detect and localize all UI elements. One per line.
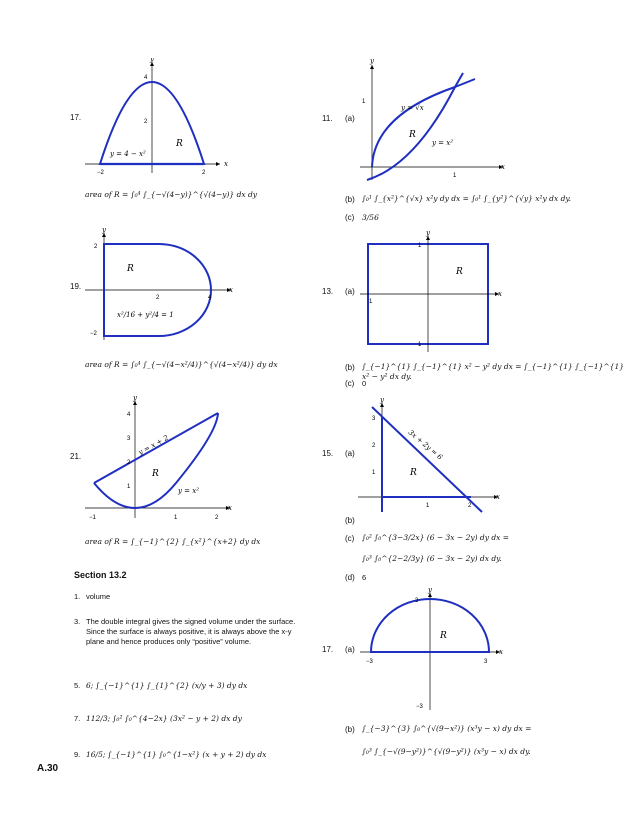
axis-y-label: y	[428, 588, 432, 594]
tick: 1	[372, 470, 376, 476]
axis-y-label: y	[380, 397, 384, 404]
problem-number: 17.	[322, 645, 334, 654]
part-label: (b)	[345, 195, 355, 204]
problem-number: 21.	[70, 452, 82, 461]
tick: 3	[372, 416, 376, 422]
part-label: (c)	[345, 534, 355, 543]
problem-number: 11.	[322, 114, 333, 123]
tick: 1	[453, 173, 457, 179]
axis-x-label: x	[224, 160, 228, 168]
tick: 2	[156, 295, 160, 301]
axis-y-label: y	[370, 57, 374, 65]
region-label: R	[440, 631, 447, 641]
curve-sqrt-x	[372, 79, 475, 167]
answer-text: ∫₀¹ ∫_{x²}^{√x} x²y dy dx = ∫₀¹ ∫_{y²}^{√y} x²y dx dy.	[362, 194, 572, 203]
part-label: (a)	[345, 645, 355, 654]
region-label: R	[152, 469, 159, 479]
tick: 1	[369, 299, 373, 305]
line-label: 3x + 2y = 6	[406, 428, 444, 462]
axis-y-label: y	[426, 230, 430, 237]
answer-number: 7.	[74, 714, 81, 723]
answer-text: The double integral gives the signed volume under the surface. Since the surface is always positive, it is always above the x-y plane and hence produces only “positive” volume.	[86, 617, 296, 646]
tick: 2	[127, 460, 131, 466]
parabola-y-x2	[94, 413, 218, 508]
answer-text: ∫₀³ ∫₀^{2−2/3y} (6 − 3x − 2y) dx dy.	[362, 554, 502, 563]
part-label: (a)	[345, 287, 355, 296]
tick: 1	[362, 99, 366, 105]
problem-number: 17.	[70, 113, 82, 122]
part-label: (c)	[345, 379, 355, 388]
answer-text: 0	[362, 379, 367, 388]
part-label: (a)	[345, 449, 355, 458]
tick: 2	[468, 503, 472, 509]
tick: 3	[127, 436, 131, 442]
section-title: Section 13.2	[74, 570, 127, 580]
tick: 4	[127, 412, 131, 418]
graph-21	[80, 393, 240, 523]
answer-text: 6; ∫_{−1}^{1} ∫_{1}^{2} (x/y + 3) dy dx	[86, 681, 248, 690]
part-label: (d)	[345, 573, 355, 582]
tick: 4	[144, 75, 148, 81]
answer-text: 16/5; ∫_{−1}^{1} ∫₀^{1−x²} (x + y + 2) dy dx	[86, 750, 267, 759]
tick: 3	[484, 659, 488, 665]
part-label: (a)	[345, 114, 355, 123]
answer-text: ∫_{−1}^{1} ∫_{−1}^{1} x² − y² dy dx = ∫_{−1}^{1} ∫_{−1}^{1} x² − y² dx dy.	[362, 362, 624, 381]
answer-text: volume	[86, 592, 111, 601]
tick: 2	[94, 244, 98, 250]
tick: −1	[89, 515, 96, 521]
problem-number: 19.	[70, 282, 82, 291]
graph-17b	[360, 588, 508, 713]
axis-x-label: x	[496, 493, 500, 501]
curve-label: x²/16 + y²/4 = 1	[117, 311, 174, 319]
region-label: R	[456, 267, 463, 277]
answer-number: 3.	[74, 617, 81, 626]
graph-19	[85, 225, 240, 350]
answer-text: ∫₀³ ∫_{−√(9−y²)}^{√(9−y²)} (x³y − x) dx dy.	[362, 747, 531, 756]
region-label: R	[127, 264, 134, 274]
axis-x-label: x	[229, 286, 233, 294]
tick: 2	[215, 515, 219, 521]
tick: 1	[174, 515, 178, 521]
part-label: (b)	[345, 725, 355, 734]
region-label: R	[176, 139, 183, 149]
answer-number: 9.	[74, 750, 81, 759]
area-formula: area of R = ∫_{−1}^{2} ∫_{x²}^{x+2} dy dx	[85, 537, 261, 546]
tick: −3	[366, 659, 373, 665]
line-label: y = x + 2	[137, 433, 170, 457]
tick: 2	[372, 443, 376, 449]
tick: −2	[90, 331, 97, 337]
axis-x-label: x	[499, 648, 503, 656]
problem-number: 13.	[322, 287, 334, 296]
area-formula: area of R = ∫₀⁴ ∫_{−√(4−x²/4)}^{√(4−x²/4)} dy dx	[85, 360, 278, 369]
tick: 1	[418, 243, 422, 249]
graph-13	[360, 230, 508, 355]
curve-label: y = 4 − x²	[110, 150, 146, 158]
tick: 1	[426, 503, 430, 509]
x-arrow	[216, 162, 220, 166]
part-label: (b)	[345, 516, 355, 525]
part-label: (c)	[345, 213, 355, 222]
answer-number: 5.	[74, 681, 81, 690]
region-label: R	[409, 130, 416, 140]
axis-y-label: y	[102, 226, 106, 234]
problem-number: 15.	[322, 449, 334, 458]
answer-text: ∫_{−3}^{3} ∫₀^{√(9−x²)} (x³y − x) dy dx =	[362, 724, 532, 733]
tick: 2	[202, 170, 206, 176]
tick: 3	[415, 598, 419, 604]
tick: 4	[208, 295, 212, 301]
answer-text: 112/3; ∫₀² ∫₀^{4−2x} (3x² − y + 2) dx dy	[86, 714, 242, 723]
tick: 1	[127, 484, 131, 490]
axis-y-label: y	[133, 394, 137, 402]
graph-15	[358, 397, 503, 522]
axis-x-label: x	[501, 163, 505, 171]
area-formula: area of R = ∫₀⁴ ∫_{−√(4−y)}^{√(4−y)} dx dy	[85, 190, 258, 199]
answer-text: 6	[362, 573, 367, 582]
curve-label: y = x²	[432, 139, 454, 147]
page-label: A.30	[37, 763, 59, 774]
part-label: (b)	[345, 363, 355, 372]
answer-number: 1.	[74, 592, 81, 601]
tick: 1	[418, 342, 422, 348]
axis-x-label: x	[228, 504, 232, 512]
answer-text: ∫₀² ∫₀^{3−3/2x} (6 − 3x − 2y) dy dx =	[362, 533, 510, 542]
graph-17	[80, 58, 240, 183]
region-label: R	[410, 468, 417, 478]
curve-label: y = x²	[178, 487, 200, 495]
axis-x-label: x	[498, 290, 502, 298]
tick: 2	[144, 119, 148, 125]
curve-label: y = √x	[401, 104, 424, 112]
axis-y-label: y	[150, 58, 154, 63]
y-arrow	[370, 65, 374, 69]
answer-text: 3/56	[362, 213, 379, 222]
graph-11	[355, 55, 515, 185]
tick: −3	[416, 704, 423, 710]
tick: −2	[97, 170, 104, 176]
